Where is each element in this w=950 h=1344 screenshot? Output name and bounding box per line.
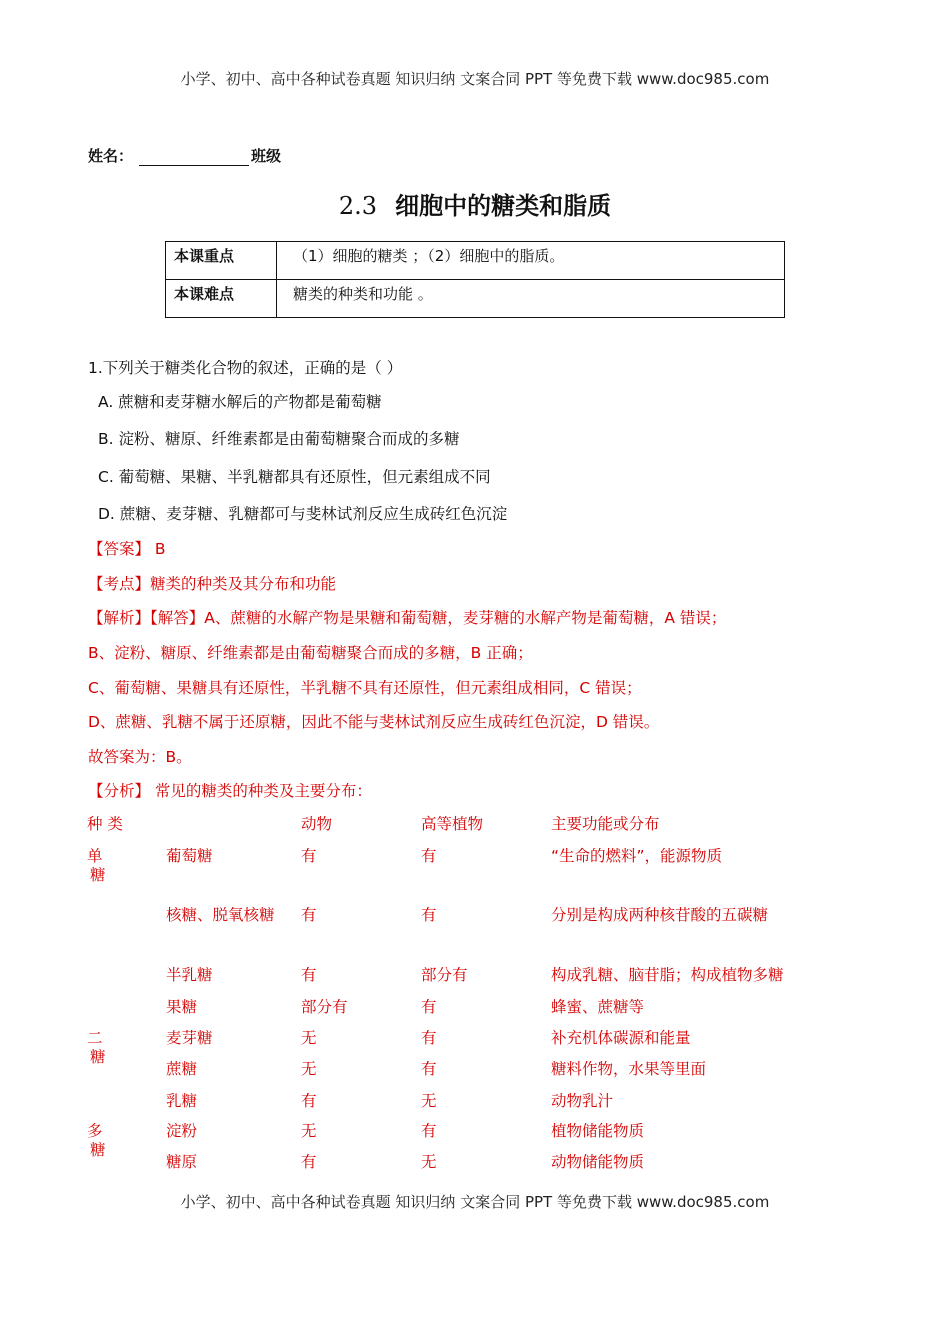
page-header: 小学、初中、高中各种试卷真题 知识归纳 文案合同 PPT 等免费下载 www.doc985.com xyxy=(180,70,770,88)
section-title: 细胞中的糖类和脂质 xyxy=(395,192,612,220)
page-footer: 小学、初中、高中各种试卷真题 知识归纳 文案合同 PPT 等免费下载 www.doc985.com xyxy=(180,1193,770,1211)
sugar-animal: 有 xyxy=(301,847,317,865)
sugar-animal: 部分有 xyxy=(301,998,348,1016)
page-title xyxy=(0,186,950,221)
header-type: 种 类 xyxy=(87,815,123,833)
group-poly-top: 多 xyxy=(87,1122,103,1140)
sugar-function: 动物储能物质 xyxy=(551,1153,645,1171)
analysis-line: D、蔗糖、乳糖不属于还原糖，因此不能与斐林试剂反应生成砖红色沉淀，D 错误。 xyxy=(88,713,660,731)
sugar-function: 分别是构成两种核苷酸的五碳糖 xyxy=(551,906,769,924)
focus-row-difficulties xyxy=(166,280,785,318)
focus-key: 本课难点 xyxy=(166,280,277,318)
sugar-name: 糖原 xyxy=(166,1153,198,1171)
header-function: 主要功能或分布 xyxy=(551,815,660,833)
sugar-plant: 有 xyxy=(421,847,437,865)
sugar-plant: 有 xyxy=(421,1122,437,1140)
sugar-name: 葡萄糖 xyxy=(166,847,213,865)
sugar-function: 植物储能物质 xyxy=(551,1122,645,1140)
sugar-plant: 有 xyxy=(421,998,437,1016)
sugar-plant: 无 xyxy=(421,1153,437,1171)
analysis-line: B、淀粉、糖原、纤维素都是由葡萄糖聚合而成的多糖，B 正确； xyxy=(88,644,533,662)
sugar-name: 核糖、脱氧核糖 xyxy=(166,906,275,924)
conclusion-line: 故答案为：B。 xyxy=(88,748,192,766)
sugar-function: 补充机体碳源和能量 xyxy=(551,1029,691,1047)
sugar-animal: 有 xyxy=(301,1092,317,1110)
header-plant: 高等植物 xyxy=(421,815,484,833)
name-label: 姓名： xyxy=(88,147,134,165)
group-di-bottom: 糖 xyxy=(90,1048,106,1066)
group-mono-top: 单 xyxy=(87,847,103,865)
group-di-top: 二 xyxy=(87,1029,103,1047)
sugar-plant: 有 xyxy=(421,906,437,924)
option-d: D. 蔗糖、麦芽糖、乳糖都可与斐林试剂反应生成砖红色沉淀 xyxy=(98,505,508,523)
option-c: C. 葡萄糖、果糖、半乳糖都具有还原性，但元素组成不同 xyxy=(98,468,491,486)
sugar-function: 糖料作物，水果等里面 xyxy=(551,1060,707,1078)
group-poly-bottom: 糖 xyxy=(90,1141,106,1159)
sugar-animal: 无 xyxy=(301,1122,317,1140)
group-mono-bottom: 糖 xyxy=(90,866,106,884)
focus-row-key-points xyxy=(166,242,785,280)
header-animal: 动物 xyxy=(301,815,333,833)
analysis-line: C、葡萄糖、果糖具有还原性，半乳糖不具有还原性，但元素组成相同，C 错误； xyxy=(88,679,642,697)
sugar-function: “生命的燃料”，能源物质 xyxy=(551,847,723,865)
sugar-function: 蜂蜜、蔗糖等 xyxy=(551,998,645,1016)
sugar-name: 蔗糖 xyxy=(166,1060,198,1078)
focus-key: 本课重点 xyxy=(166,242,277,280)
sugar-function: 构成乳糖、脑苷脂；构成植物多糖 xyxy=(551,966,784,984)
class-label: 班级 xyxy=(251,147,282,165)
sugar-animal: 无 xyxy=(301,1029,317,1047)
name-blank-line xyxy=(139,151,249,166)
name-class-row xyxy=(88,145,281,166)
sugar-plant: 有 xyxy=(421,1060,437,1078)
sugar-name: 半乳糖 xyxy=(166,966,213,984)
sugar-plant: 无 xyxy=(421,1092,437,1110)
sugar-animal: 有 xyxy=(301,906,317,924)
answer-line: 【答案】 B xyxy=(88,540,166,558)
sugar-name: 麦芽糖 xyxy=(166,1029,213,1047)
focus-value: （1）细胞的糖类 ；（2）细胞中的脂质。 xyxy=(277,242,785,280)
sugar-animal: 有 xyxy=(301,966,317,984)
sugar-name: 乳糖 xyxy=(166,1092,198,1110)
sugar-animal: 无 xyxy=(301,1060,317,1078)
focus-value: 糖类的种类和功能 。 xyxy=(277,280,785,318)
question-stem: 1.下列关于糖类化合物的叙述，正确的是（ ） xyxy=(88,359,403,377)
sugar-name: 果糖 xyxy=(166,998,198,1016)
lesson-focus-table xyxy=(165,241,785,318)
sugar-function: 动物乳汁 xyxy=(551,1092,614,1110)
analysis-line: 【解析】【解答】A、蔗糖的水解产物是果糖和葡萄糖，麦芽糖的水解产物是葡萄糖，A 错误； xyxy=(88,609,727,627)
option-a: A. 蔗糖和麦芽糖水解后的产物都是葡萄糖 xyxy=(98,393,382,411)
fenxi-line: 【分析】 常见的糖类的种类及主要分布： xyxy=(88,782,372,800)
exam-point-line: 【考点】糖类的种类及其分布和功能 xyxy=(88,575,337,593)
option-b: B. 淀粉、糖原、纤维素都是由葡萄糖聚合而成的多糖 xyxy=(98,430,460,448)
sugar-plant: 部分有 xyxy=(421,966,468,984)
sugar-animal: 有 xyxy=(301,1153,317,1171)
section-number: 2.3 xyxy=(338,192,378,220)
sugar-plant: 有 xyxy=(421,1029,437,1047)
sugar-name: 淀粉 xyxy=(166,1122,198,1140)
